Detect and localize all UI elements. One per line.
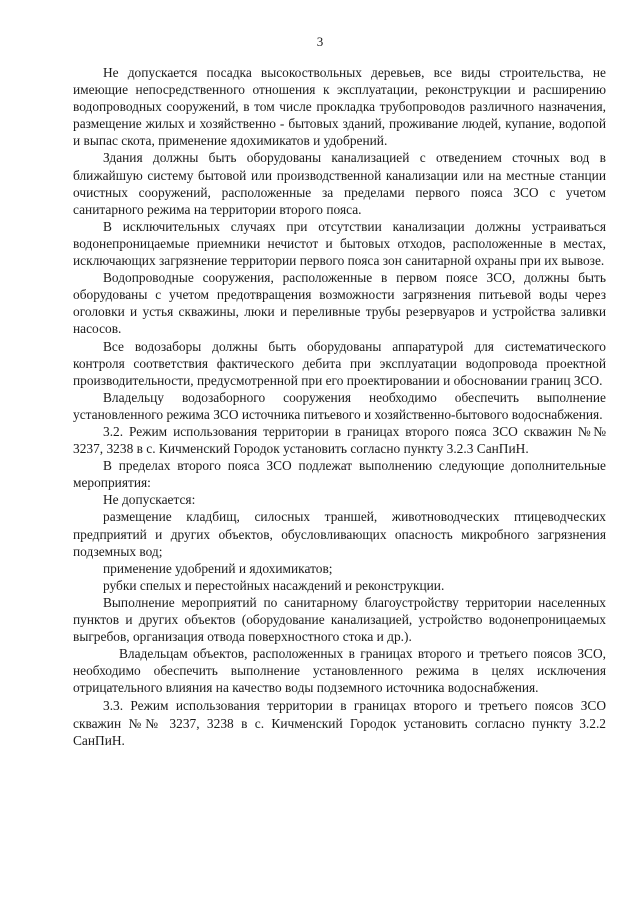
paragraph-waterproof-receivers: В исключительных случаях при отсутствии канализации должны устраиваться водонепроницаемые приемники нечистот и бытовых отходов, расположенные в местах, исключающих загрязнение территории первого пояса зон санитарной охраны при их вывозе. xyxy=(73,218,606,269)
paragraph-not-allowed: Не допускается: xyxy=(103,492,196,508)
paragraph-planting-prohibition: Не допускается посадка высокоствольных деревьев, все виды строительства, не имеющие непосредственного отношения к эксплуатации, реконструкции и расширению водопроводных сооружений, в том числе прокладка трубопроводов различного назначения, размещение жилых и хозяйственно - бытовых зданий, проживание людей, купание, водопой и выпас скота, применение ядохимикатов и удобрений. xyxy=(73,65,606,149)
list-item-fertilizers: применение удобрений и ядохимикатов; xyxy=(103,560,333,576)
list-item-cemeteries: размещение кладбищ, силосных траншей, животноводческих птицеводческих предприятий и других объектов, обусловливающих опасность микробного загрязнения подземных вод; xyxy=(73,509,606,559)
paragraph-objects-owners: Владельцам объектов, расположенных в границах второго и третьего поясов ЗСО, необходимо обеспечить выполнение установленного режима в целях исключения отрицательного влияния на качество воды подземного источника водоснабжения. xyxy=(73,646,606,696)
paragraph-water-structures: Водопроводные сооружения, расположенные в первом поясе ЗСО, должны быть оборудованы с учетом предотвращения возможности загрязнения питьевой воды через оголовки и устья скважины, люки и переливные трубы резервуаров и устройства заливки насосов. xyxy=(73,270,606,337)
document-body xyxy=(73,64,606,749)
paragraph-sanitary-improvement: Выполнение мероприятий по санитарному благоустройству территории населенных пунктов и других объектов (оборудование канализацией, устройство водонепроницаемых выгребов, организация отвода поверхностного стока и др.). xyxy=(73,594,606,645)
list-item-logging: рубки спелых и перестойных насаждений и реконструкции. xyxy=(103,577,445,593)
paragraph-section-3-2: 3.2. Режим использования территории в границах второго пояса ЗСО скважин №№ 3237, 3238 в с. Кичменский Городок установить согласно пункту 3.2.3 СанПиН. xyxy=(73,423,606,457)
paragraph-owner-obligation: Владельцу водозаборного сооружения необходимо обеспечить выполнение установленного режима ЗСО источника питьевого и хозяйственно-бытового водоснабжения. xyxy=(73,389,606,422)
page-number: 3 xyxy=(316,34,324,49)
paragraph-additional-measures: В пределах второго пояса ЗСО подлежат выполнению следующие дополнительные мероприятия: xyxy=(73,458,606,491)
paragraph-water-intake-control: Все водозаборы должны быть оборудованы аппаратурой для систематического контроля соответствия фактического дебита при эксплуатации водопровода проектной производительности, предусмотренной при его проектировании и обосновании границ ЗСО. xyxy=(73,338,606,388)
paragraph-sewerage-buildings: Здания должны быть оборудованы канализацией с отведением сточных вод в ближайшую систему бытовой или производственной канализации или на местные станции очистных сооружений, расположенные за пределами первого пояса ЗСО с учетом санитарного режима на территории второго пояса. xyxy=(73,150,606,217)
paragraph-section-3-3: 3.3. Режим использования территории в границах второго и третьего поясов ЗСО скважин №№ 3237, 3238 в с. Кичменский Городок установить согласно пункту 3.2.2 СанПиН. xyxy=(73,698,606,748)
